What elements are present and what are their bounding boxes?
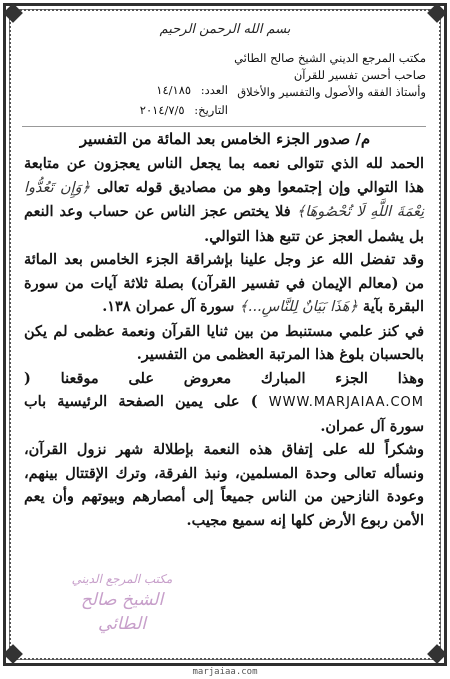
paragraph-text: ) على يمين الصفحة الرئيسية باب سورة آل عمران. <box>24 393 424 435</box>
office-line-2: صاحب أحسن تفسير للقرآن <box>293 68 426 82</box>
letter-subject: م/ صدور الجزء الخامس بعد المائة من التفسير <box>79 130 371 148</box>
basmala: بسم الله الرحمن الرحيم <box>159 22 291 37</box>
website-link[interactable]: WWW.MARJAIAA.COM <box>268 395 424 410</box>
paragraph-text: وهذا الجزء المبارك معروض على موقعنا ( <box>24 369 424 387</box>
paragraph-2 <box>24 248 424 320</box>
letter-body <box>24 152 424 532</box>
paragraph-text: وقد تفضل الله عز وجل علينا بإشراقة الجزء الخامس بعد المائة من (معالم الإيمان في تفسير القرآن) بصلة ثلاثة آيات من سورة البقرة بآية <box>24 251 424 315</box>
paragraph-text: سورة آل عمران ١٣٨. <box>102 298 240 315</box>
paragraph-1 <box>24 152 424 248</box>
paragraph-5: وشكراً لله على إتفاق هذه النعمة بإطلالة شهر نزول القرآن، ونسأله تعالى وحدة المسلمين، ونبذ الفرقة، وترك الإقتتال بينهم، وعودة النازحين من الناس جميعاً إلى أمصارهم وبيوتهم وأن يعم الأمن ربوع الأرض كلها إنه سميع مجيب. <box>24 441 424 529</box>
paragraph-3: في كنز علمي مستنبط من بين ثنايا القرآن ونعمة عظمى لم يكن بالحسبان بلوغ هذا المرتبة العظمى من التفسير. <box>24 322 424 363</box>
seal-line-1: مكتب المرجع الديني <box>71 572 173 586</box>
header-divider <box>22 126 426 127</box>
reference-number <box>78 80 228 100</box>
letter-content <box>18 18 432 658</box>
date-value: ٢٠١٤/٧/٥ <box>139 103 185 117</box>
seal-line-2: الشيخ صالح الطائي <box>80 590 164 634</box>
office-seal <box>58 570 186 634</box>
quran-verse: ﴿هَذَا بَيَانٌ لِلنَّاسِ...﴾ <box>239 299 358 315</box>
office-line-1: مكتب المرجع الديني الشيخ صالح الطائي <box>234 51 426 65</box>
site-footer: marjaiaa.com <box>192 667 258 677</box>
reference-date <box>78 100 228 120</box>
paragraph-4 <box>24 367 424 439</box>
number-label: العدد: <box>200 83 228 97</box>
paragraph-text: فلا يختص عجز الناس عن حساب وعد النعم بل يشمل العجز عن تتبع هذا التوالي. <box>24 203 424 245</box>
office-line-3: وأستاذ الفقه والأصول والتفسير والأخلاق <box>237 85 426 99</box>
paragraph-text: الحمد لله الذي تتوالى نعمه بما يجعل الناس يعجزون عن متابعة هذا التوالي وإن إجتمعوا وهو من مصاديق قوله تعالى <box>24 155 424 196</box>
quran-verse: ﴿وَإِن تَعُدُّوا نِعْمَةَ اللَّهِ لَا تُحْصُوهَا﴾ <box>24 179 424 220</box>
number-value: ١٤/١٨٥ <box>156 83 192 97</box>
reference-block <box>78 80 228 120</box>
date-label: التاريخ: <box>194 103 228 117</box>
